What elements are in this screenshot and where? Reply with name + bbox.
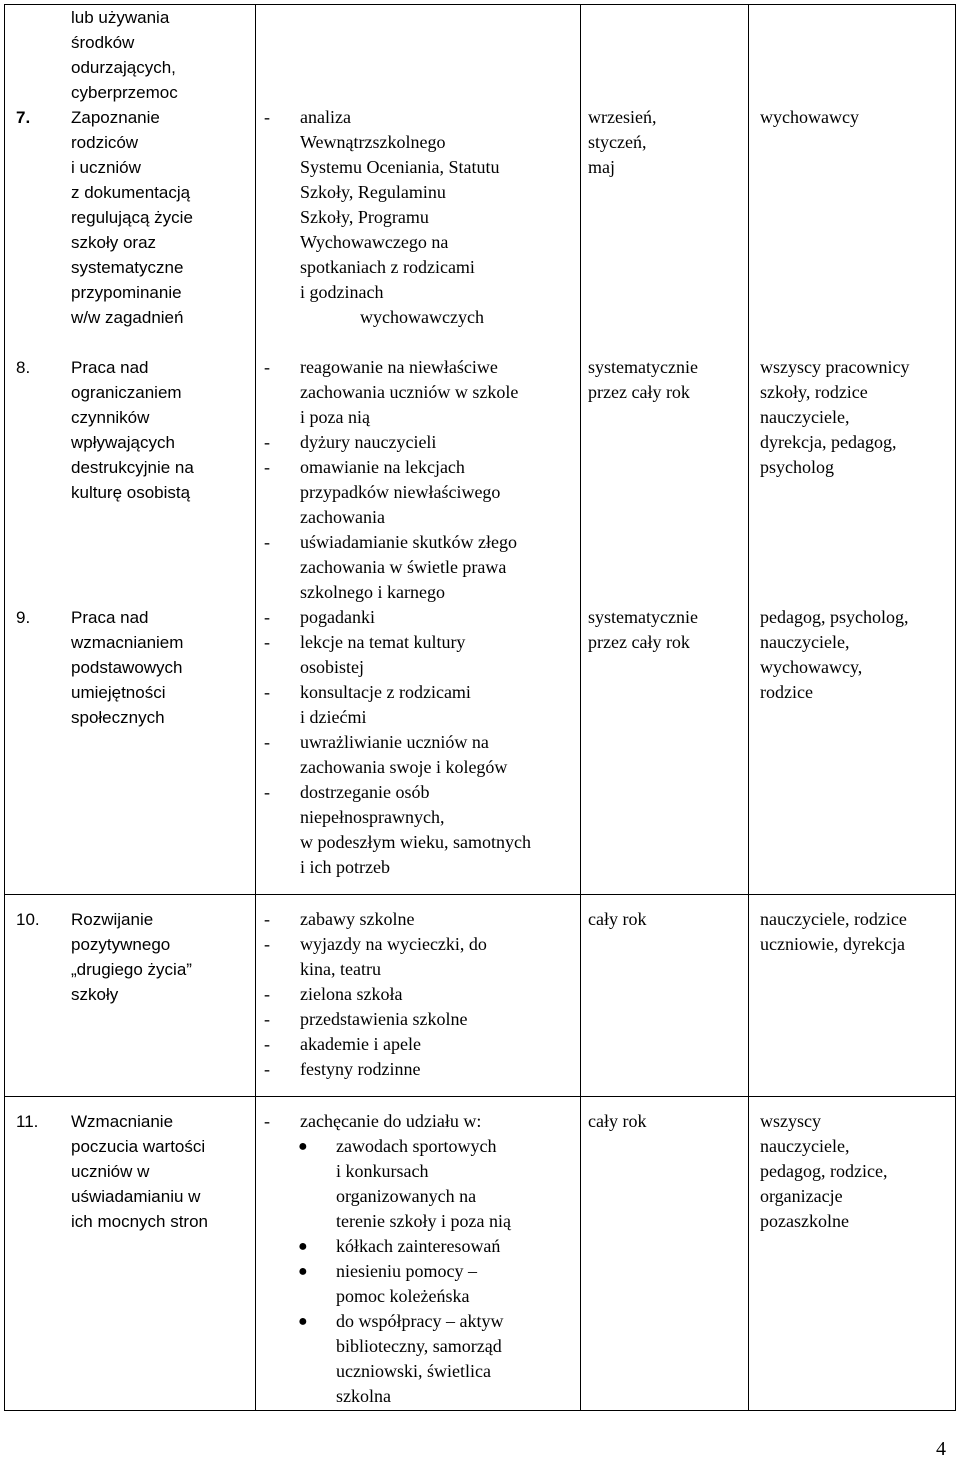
form-subitem	[264, 1134, 580, 1159]
form-item	[264, 455, 580, 480]
term-line: przez cały rok	[588, 382, 690, 402]
task-line: wzmacnianiem	[71, 633, 184, 652]
form-text: terenie szkoły i poza nią	[336, 1211, 511, 1231]
form-item	[264, 430, 580, 455]
task-line: szkoły oraz	[71, 233, 157, 252]
form-text: dostrzeganie osób	[300, 782, 430, 802]
task-line: systematyczne	[71, 258, 184, 277]
form-text: analiza	[300, 107, 351, 127]
task-line: „drugiego życia”	[71, 960, 192, 979]
form-item	[264, 1109, 580, 1134]
task-cell	[71, 1109, 251, 1234]
task-line: ograniczaniem	[71, 383, 182, 402]
responsible-cell	[760, 355, 955, 480]
dash-bullet: -	[264, 632, 270, 652]
task-line: cyberprzemoc	[71, 83, 178, 102]
task-line: lub używania	[71, 8, 170, 27]
row-number: 10.	[16, 910, 40, 929]
form-subitem	[264, 1309, 580, 1334]
task-line: społecznych	[71, 708, 165, 727]
term-cell	[588, 907, 748, 932]
prev-task-continuation	[71, 5, 251, 105]
form-text: zabawy szkolne	[300, 909, 415, 929]
dot-bullet: ●	[298, 1313, 308, 1330]
dash-bullet: -	[264, 1009, 270, 1029]
table-col-1	[255, 4, 256, 1411]
form-text: i ich potrzeb	[300, 857, 390, 877]
dash-bullet: -	[264, 357, 270, 377]
form-text: kina, teatru	[300, 959, 381, 979]
form-text: zielona szkoła	[300, 984, 403, 1004]
form-text: szkolna	[336, 1386, 391, 1406]
form-text: zachęcanie do udziału w:	[300, 1111, 482, 1131]
dot-bullet: ●	[298, 1263, 308, 1280]
form-text: reagowanie na niewłaściwe	[300, 357, 498, 377]
task-line: regulującą życie	[71, 208, 193, 227]
term-line: cały rok	[588, 1111, 647, 1131]
responsible-line: dyrekcja, pedagog,	[760, 432, 897, 452]
forms-cell	[264, 907, 580, 1082]
responsible-line: nauczyciele, rodzice	[760, 909, 907, 929]
table-col-4	[955, 4, 956, 1411]
task-line: Wzmacnianie	[71, 1112, 174, 1131]
table-col-3	[748, 4, 749, 1411]
task-line: uczniów w	[71, 1162, 150, 1181]
task-line: szkoły	[71, 985, 119, 1004]
dash-bullet: -	[264, 1059, 270, 1079]
responsible-line: psycholog	[760, 457, 834, 477]
form-text: omawianie na lekcjach	[300, 457, 465, 477]
task-line: uświadamianiu w	[71, 1187, 201, 1206]
task-line: Praca nad	[71, 608, 149, 627]
table-border-row11	[4, 1096, 956, 1097]
task-line: kulturę osobistą	[71, 483, 191, 502]
task-line: podstawowych	[71, 658, 183, 677]
task-line: umiejętności	[71, 683, 166, 702]
form-text: Systemu Oceniania, Statutu	[300, 157, 500, 177]
task-line: wpływających	[71, 433, 175, 452]
dash-bullet: -	[264, 1111, 270, 1131]
form-text: zawodach sportowych	[336, 1136, 497, 1156]
form-text: Szkoły, Programu	[300, 207, 429, 227]
term-line: wrzesień,	[588, 107, 657, 127]
table-border-row10	[4, 894, 956, 895]
responsible-line: rodzice	[760, 682, 813, 702]
page-number: 4	[936, 1438, 946, 1460]
form-text: uwrażliwianie uczniów na	[300, 732, 489, 752]
form-text: i dziećmi	[300, 707, 367, 727]
form-text: uczniowski, świetlica	[336, 1361, 491, 1381]
form-text: zachowania w świetle prawa	[300, 557, 507, 577]
responsible-line: wszyscy pracownicy	[760, 357, 910, 377]
term-line: przez cały rok	[588, 632, 690, 652]
table-col-0	[4, 4, 5, 1411]
term-cell	[588, 605, 748, 655]
task-line: czynników	[71, 408, 150, 427]
form-item	[264, 680, 580, 705]
row-number: 8.	[16, 358, 31, 377]
responsible-line: nauczyciele,	[760, 407, 850, 427]
term-line: systematycznie	[588, 607, 698, 627]
term-line: styczeń,	[588, 132, 647, 152]
table-border-bottom	[4, 1410, 956, 1411]
dash-bullet: -	[264, 934, 270, 954]
form-text: akademie i apele	[300, 1034, 421, 1054]
form-item	[264, 730, 580, 755]
dash-bullet: -	[264, 432, 270, 452]
form-text: przypadków niewłaściwego	[300, 482, 501, 502]
task-line: Praca nad	[71, 358, 149, 377]
task-line: odurzających,	[71, 58, 176, 77]
form-text: pogadanki	[300, 607, 375, 627]
form-item	[264, 1057, 580, 1082]
responsible-line: pedagog, rodzice,	[760, 1161, 888, 1181]
forms-cell	[264, 605, 580, 880]
responsible-line: wszyscy	[760, 1111, 821, 1131]
dash-bullet: -	[264, 782, 270, 802]
responsible-line: organizacje	[760, 1186, 843, 1206]
form-item	[264, 932, 580, 957]
dot-bullet: ●	[298, 1138, 308, 1155]
form-text: uświadamianie skutków złego	[300, 532, 517, 552]
responsible-cell	[760, 1109, 955, 1234]
form-text: osobistej	[300, 657, 365, 677]
form-text: do współpracy – aktyw	[336, 1311, 504, 1331]
form-text: zachowania swoje i kolegów	[300, 757, 508, 777]
dash-bullet: -	[264, 682, 270, 702]
form-text: niesieniu pomocy –	[336, 1261, 477, 1281]
task-cell	[71, 105, 251, 330]
form-text: w podeszłym wieku, samotnych	[300, 832, 531, 852]
task-line: poczucia wartości	[71, 1137, 206, 1156]
responsible-line: pozaszkolne	[760, 1211, 849, 1231]
form-item	[264, 1007, 580, 1032]
form-item	[264, 982, 580, 1007]
form-item	[264, 630, 580, 655]
task-line: w/w zagadnień	[71, 308, 184, 327]
term-line: maj	[588, 157, 615, 177]
task-line: Zapoznanie	[71, 108, 160, 127]
form-item	[264, 105, 580, 130]
form-text: wyjazdy na wycieczki, do	[300, 934, 487, 954]
form-item	[264, 907, 580, 932]
responsible-line: wychowawcy,	[760, 657, 863, 677]
responsible-line: nauczyciele,	[760, 1136, 850, 1156]
task-line: ich mocnych stron	[71, 1212, 208, 1231]
task-cell	[71, 907, 251, 1007]
form-text: biblioteczny, samorząd	[336, 1336, 502, 1356]
term-line: systematycznie	[588, 357, 698, 377]
responsible-line: nauczyciele,	[760, 632, 850, 652]
form-text: Szkoły, Regulaminu	[300, 182, 446, 202]
form-text: przedstawienia szkolne	[300, 1009, 468, 1029]
form-item	[264, 1032, 580, 1057]
forms-cell	[264, 355, 580, 605]
form-subitem	[264, 1259, 580, 1284]
form-text: pomoc koleżeńska	[336, 1286, 470, 1306]
dash-bullet: -	[264, 107, 270, 127]
dash-bullet: -	[264, 607, 270, 627]
responsible-line: wychowawcy	[760, 107, 859, 127]
responsible-line: uczniowie, dyrekcja	[760, 934, 905, 954]
task-cell	[71, 355, 251, 505]
task-line: Rozwijanie	[71, 910, 154, 929]
dash-bullet: -	[264, 732, 270, 752]
term-cell	[588, 105, 748, 180]
responsible-cell	[760, 907, 955, 957]
responsible-cell	[760, 605, 955, 705]
term-cell	[588, 1109, 748, 1134]
responsible-cell	[760, 105, 955, 130]
dot-bullet: ●	[298, 1238, 308, 1255]
form-text: i konkursach	[336, 1161, 429, 1181]
form-text: wychowawczych	[360, 307, 484, 327]
form-text: zachowania uczniów w szkole	[300, 382, 519, 402]
dash-bullet: -	[264, 909, 270, 929]
term-line: cały rok	[588, 909, 647, 929]
task-line: środków	[71, 33, 135, 52]
task-line: destrukcyjnie na	[71, 458, 194, 477]
forms-cell	[264, 1109, 580, 1409]
form-text: dyżury nauczycieli	[300, 432, 437, 452]
form-item	[264, 355, 580, 380]
task-line: przypominanie	[71, 283, 182, 302]
form-text: kółkach zainteresowań	[336, 1236, 501, 1256]
form-text: Wewnątrzszkolnego	[300, 132, 446, 152]
form-text: lekcje na temat kultury	[300, 632, 466, 652]
row-number: 7.	[16, 108, 31, 127]
task-cell	[71, 605, 251, 730]
form-text: konsultacje z rodzicami	[300, 682, 471, 702]
row-number: 9.	[16, 608, 31, 627]
form-text: organizowanych na	[336, 1186, 477, 1206]
task-line: i uczniów	[71, 158, 141, 177]
task-line: z dokumentacją	[71, 183, 191, 202]
row-number: 11.	[16, 1112, 39, 1131]
form-item	[264, 530, 580, 555]
dash-bullet: -	[264, 1034, 270, 1054]
task-line: rodziców	[71, 133, 139, 152]
form-item	[264, 605, 580, 630]
forms-cell	[264, 105, 580, 330]
form-subitem	[264, 1234, 580, 1259]
dash-bullet: -	[264, 532, 270, 552]
task-line: pozytywnego	[71, 935, 171, 954]
form-text: i poza nią	[300, 407, 370, 427]
form-text: spotkaniach z rodzicami	[300, 257, 475, 277]
form-text: i godzinach	[300, 282, 384, 302]
form-text: niepełnosprawnych,	[300, 807, 445, 827]
form-item	[264, 780, 580, 805]
dash-bullet: -	[264, 457, 270, 477]
dash-bullet: -	[264, 984, 270, 1004]
table-col-2	[580, 4, 581, 1411]
form-text: festyny rodzinne	[300, 1059, 421, 1079]
responsible-line: pedagog, psycholog,	[760, 607, 909, 627]
form-text: zachowania	[300, 507, 385, 527]
form-text: Wychowawczego na	[300, 232, 449, 252]
term-cell	[588, 355, 748, 405]
responsible-line: szkoły, rodzice	[760, 382, 868, 402]
form-text: szkolnego i karnego	[300, 582, 445, 602]
